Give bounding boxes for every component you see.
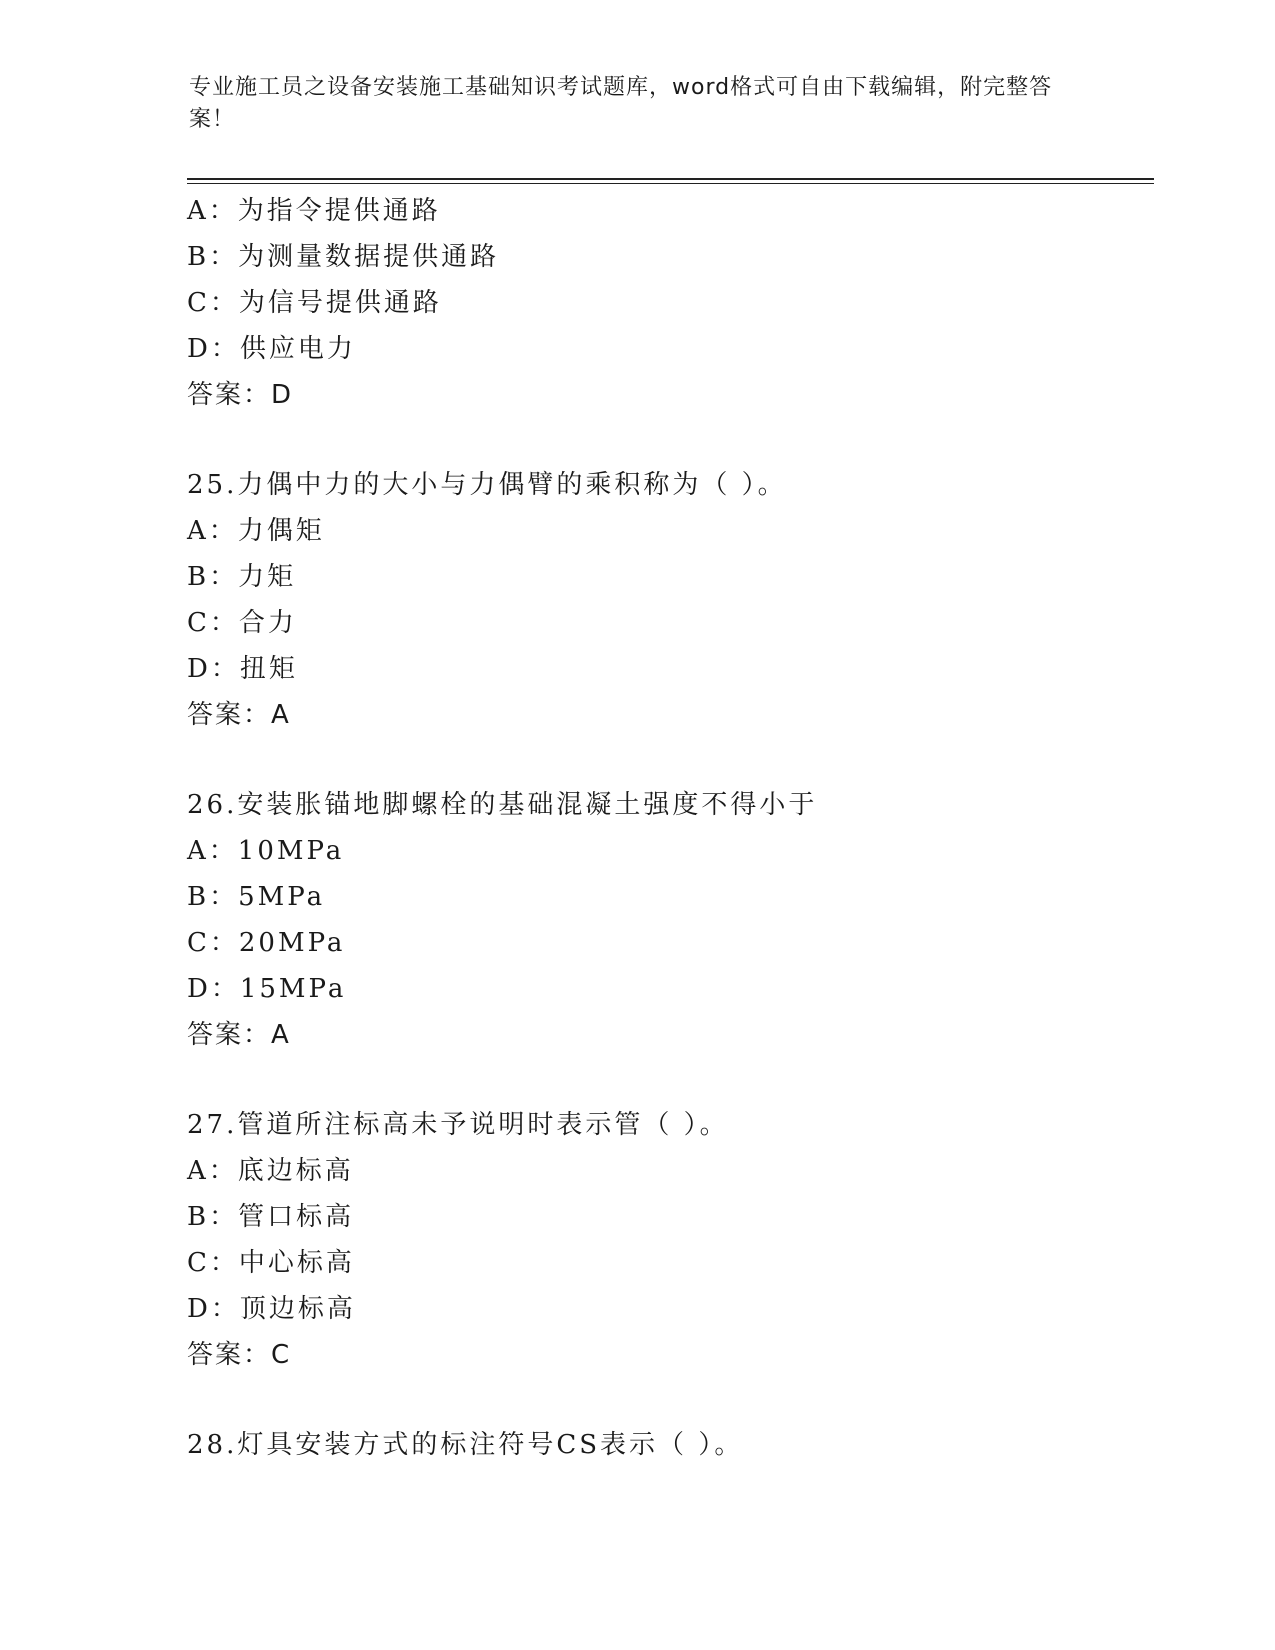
question-stem: 27.管道所注标高未予说明时表示管（ ）。 [187,1110,729,1140]
header-divider-thin [187,183,1154,184]
option-d: D：扭矩 [187,654,298,684]
answer-line: 答案：A [187,1020,291,1050]
option-c: C：中心标高 [187,1248,355,1278]
question-stem: 25.力偶中力的大小与力偶臂的乘积称为（ ）。 [187,470,787,500]
option-c: C：20MPa [187,928,346,958]
option-a: A：底边标高 [187,1156,354,1186]
option-b: B：管口标高 [187,1202,355,1232]
header-divider-thick [187,178,1154,180]
option-d: D：顶边标高 [187,1294,356,1324]
option-b: B：5MPa [187,882,326,912]
option-c: C：为信号提供通路 [187,288,442,318]
question-list [187,188,1147,1468]
option-d: D：供应电力 [187,334,356,364]
document-header: 专业施工员之设备安装施工基础知识考试题库，word格式可自由下载编辑，附完整答案！ [189,75,1053,132]
option-a: A：10MPa [187,836,345,866]
question-stem: 26.安装胀锚地脚螺栓的基础混凝土强度不得小于 [187,790,818,820]
answer-line: 答案：D [187,380,294,410]
option-a: A：力偶矩 [187,516,325,546]
question-stem: 28.灯具安装方式的标注符号CS表示（ ）。 [187,1430,744,1460]
question-block-27 [187,1102,1147,1378]
question-block-24 [187,188,1147,418]
option-d: D：15MPa [187,974,347,1004]
question-block-25 [187,462,1147,738]
answer-line: 答案：C [187,1340,292,1370]
answer-line: 答案：A [187,700,291,730]
option-a: A：为指令提供通路 [187,196,441,226]
option-c: C：合力 [187,608,297,638]
question-block-26 [187,782,1147,1058]
question-block-28 [187,1422,1147,1468]
option-b: B：力矩 [187,562,297,592]
option-b: B：为测量数据提供通路 [187,242,500,272]
